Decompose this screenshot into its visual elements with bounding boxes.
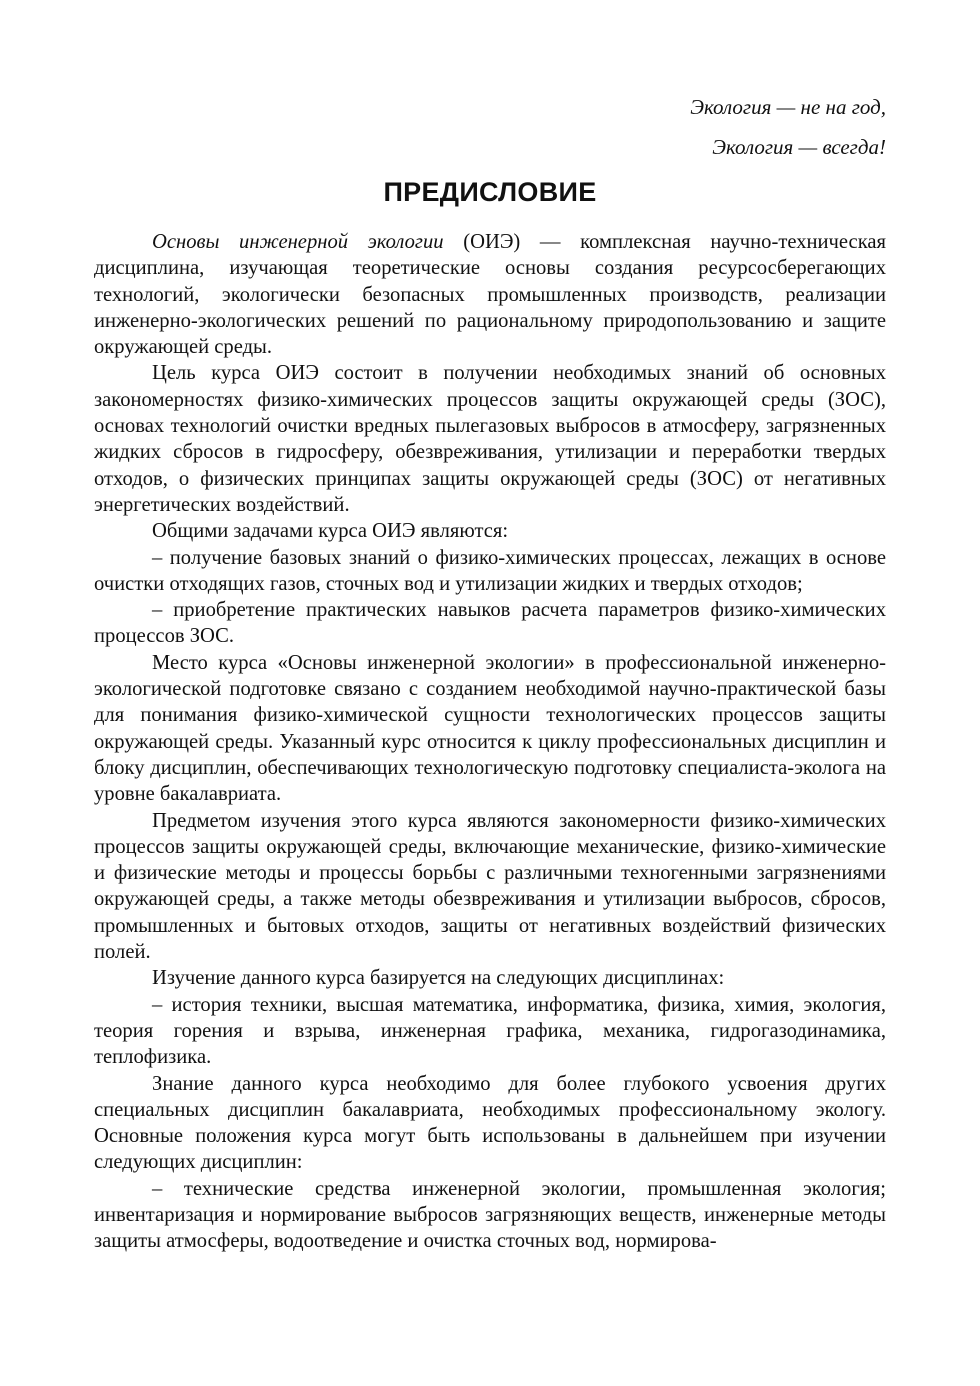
body-text (94, 229, 886, 1255)
epigraph-line-1: Экология — не на год, (690, 95, 886, 119)
list-item-4: – технические средства инженерной экологии, промышленная экология; инвентаризация и нормирование выбросов загрязняющих веществ, инженерные методы защиты атмосферы, водоотведение и очистка сточных вод, нормирова- (94, 1177, 886, 1253)
list-item-1: – получение базовых знаний о физико-химических процессах, лежащих в основе очистки отходящих газов, сточных вод и утилизации жидких и твердых отходов; (94, 546, 886, 595)
paragraph-1-italic-term: Основы инженерной экологии (152, 231, 444, 253)
paragraph-2: Цель курса ОИЭ состоит в получении необходимых знаний об основных закономерностях физико-химических процессов защиты окружающей среды (ЗОС), основах технологий очистки вредных пылегазовых выбросов в атмосферу, загрязненных жидких сбросов в гидросферу, обезвреживания, утилизации и переработки твердых отходов, о физических принципах защиты окружающей среды (ЗОС) от негативных энергетических воздействий. (94, 362, 886, 516)
paragraph-1-text: (ОИЭ) — комплексная научно-техническая дисциплина, изучающая теоретические основы создания ресурсосберегающих технологий, экологически безопасных промышленных производств, реализации инженерно-экологических решений по рациональному природопользованию и защите окружающей среды. (94, 231, 886, 359)
paragraph-6: Изучение данного курса базируется на следующих дисциплинах: (152, 967, 725, 990)
page-title: ПРЕДИСЛОВИЕ (383, 177, 597, 207)
paragraph-5: Предметом изучения этого курса являются закономерности физико-химических процессов защиты окружающей среды, включающие механические, физико-химические и физические методы и процессы борьбы с различными техногенными загрязнениями окружающей среды, а также методы обезвреживания и утилизации выбросов, сбросов, промышленных и бытовых отходов, защиты от негативных воздействий физических полей. (94, 809, 886, 964)
list-item-2: – приобретение практических навыков расчета параметров физико-химических процессов ЗОС. (94, 599, 886, 648)
paragraph-3: Общими задачами курса ОИЭ являются: (152, 520, 509, 543)
paragraph-1 (94, 229, 886, 360)
paragraph-4: Место курса «Основы инженерной экологии» в профессиональной инженерно-экологической подготовке связано с созданием необходимой научно-практической базы для понимания физико-химической сущности технологических процессов защиты окружающей среды. Указанный курс относится к циклу профессиональных дисциплин и блоку дисциплин, обеспечивающих технологическую подготовку специалиста-эколога на уровне бакалавриата. (94, 651, 886, 806)
paragraph-7: Знание данного курса необходимо для более глубокого усвоения других специальных дисциплин бакалавриата, необходимых профессиональному экологу. Основные положения курса могут быть использованы в дальнейшем при изучении следующих дисциплин: (94, 1072, 886, 1174)
list-item-3: – история техники, высшая математика, информатика, физика, химия, экология, теория горения и взрыва, инженерная графика, механика, гидрогазодинамика, теплофизика. (94, 993, 886, 1069)
epigraph-line-2: Экология — всегда! (712, 135, 886, 159)
